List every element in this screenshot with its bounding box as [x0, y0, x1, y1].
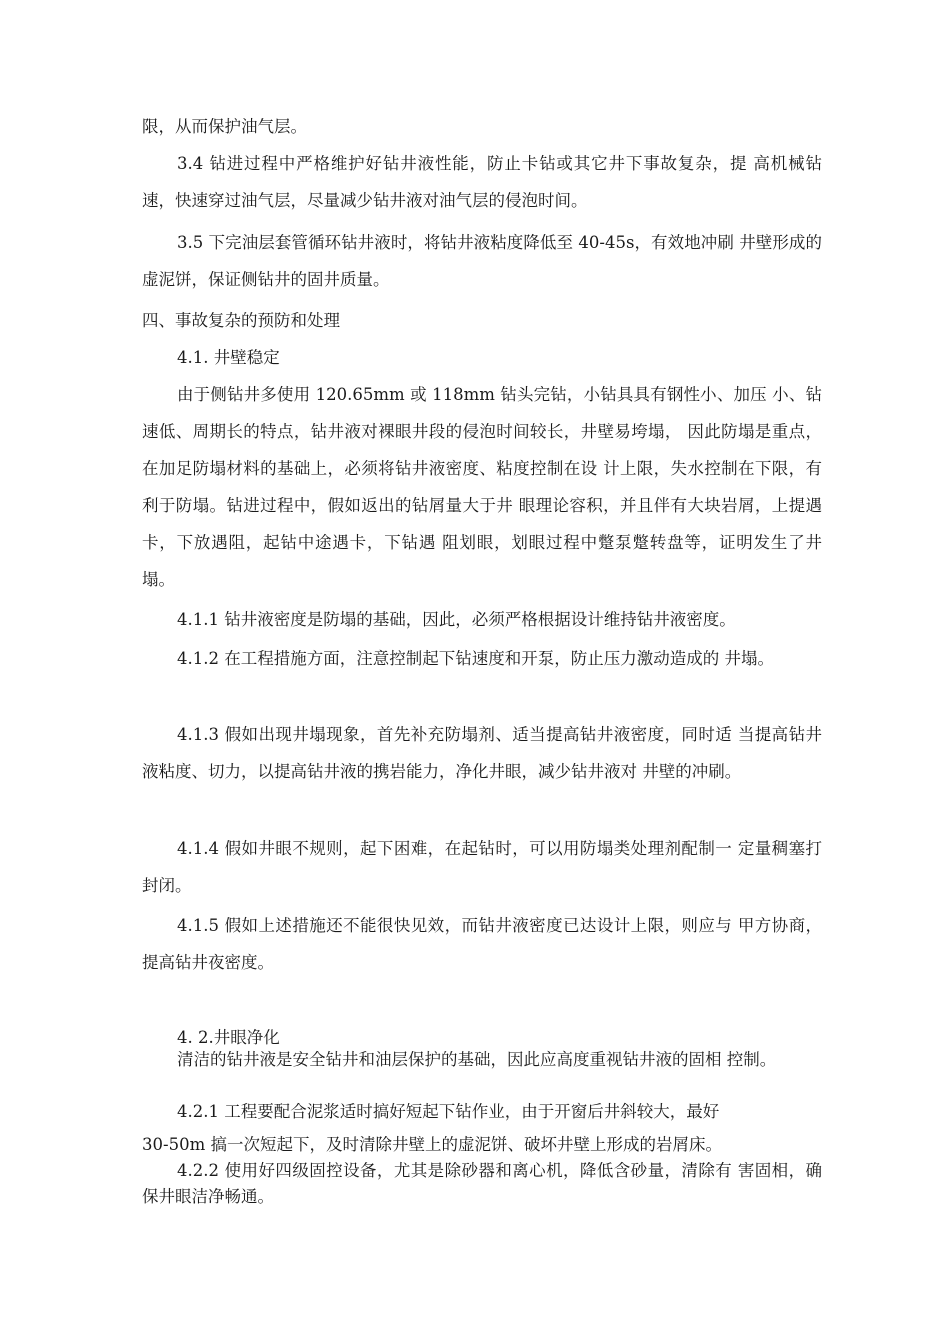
paragraph-3-5: 3.5 下完油层套管循环钻井液时，将钻井液粘度降低至 40-45s，有效地冲刷 井壁形成的虚泥饼，保证侧钻井的固井质量。 [142, 233, 822, 289]
subsection-heading-4-1: 4.1. 井壁稳定 [177, 348, 280, 367]
section-heading-4: 四、事故复杂的预防和处理 [142, 311, 340, 330]
paragraph-4-2-1-line1: 4.2.1 工程要配合泥浆适时搞好短起下钻作业，由于开窗后井斜较大，最好 [177, 1102, 720, 1121]
paragraph-4-2-1-line2: 30-50m 搞一次短起下，及时清除井壁上的虚泥饼、破坏井壁上形成的岩屑床。 [142, 1135, 722, 1154]
subsection-heading-4-2: 4. 2.井眼净化 [177, 1028, 280, 1047]
paragraph-4-1-intro: 由于侧钻井多使用 120.65mm 或 118mm 钻头完钻，小钻具具有钢性小、加压 小、钻速低、周期长的特点，钻井液对裸眼井段的侵泡时间较长，井壁易垮塌， 因此防塌是重点，在加足防塌材料的基础上，必须将钻井液密度、粘度控制在设 计上限，失水控制在下限，有利于防塌。钻进过程中，假如返出的钻屑量大于井 眼理论容积，并且伴有大块岩屑，上提遇卡，下放遇阻，起钻中途遇卡，下钻遇 阻划眼，划眼过程中蹩泵蹩转盘等，证明发生了井塌。 [142, 385, 822, 589]
paragraph-4-1-3: 4.1.3 假如出现井塌现象，首先补充防塌剂、适当提高钻井液密度，同时适 当提高钻井液粘度、切力，以提高钻井液的携岩能力，净化井眼，减少钻井液对 井壁的冲刷。 [142, 725, 822, 781]
paragraph-4-1-5: 4.1.5 假如上述措施还不能很快见效，而钻井液密度已达设计上限，则应与 甲方协商，提高钻井夜密度。 [142, 916, 822, 972]
paragraph-4-1-2: 4.1.2 在工程措施方面，注意控制起下钻速度和开泵，防止压力激动造成的 井塌。 [177, 649, 774, 668]
paragraph-3-4: 3.4 钻进过程中严格维护好钻井液性能，防止卡钻或其它井下事故复杂，提 高机械钻速，快速穿过油气层，尽量减少钻井液对油气层的侵泡时间。 [142, 154, 822, 210]
paragraph-4-1-4: 4.1.4 假如井眼不规则，起下困难，在起钻时，可以用防塌类处理剂配制一 定量稠塞打封闭。 [142, 839, 822, 895]
paragraph-4-1-1: 4.1.1 钻井液密度是防塌的基础，因此，必须严格根据设计维持钻井液密度。 [177, 610, 736, 629]
paragraph-4-2-intro: 清洁的钻井液是安全钻井和油层保护的基础，因此应高度重视钻井液的固相 控制。 [177, 1050, 777, 1069]
paragraph-4-2-2: 4.2.2 使用好四级固控设备，尤其是除砂器和离心机，降低含砂量，清除有 害固相，确保井眼洁净畅通。 [142, 1161, 822, 1206]
paragraph-continuation: 限，从而保护油气层。 [142, 117, 307, 136]
